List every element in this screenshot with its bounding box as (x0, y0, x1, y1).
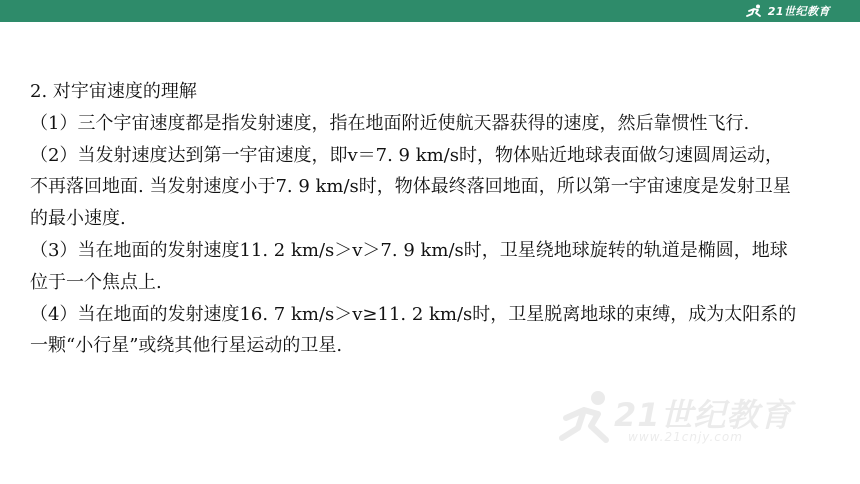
paragraph-2: （2）当发射速度达到第一宇宙速度，即v＝7. 9 km/s时，物体贴近地球表面做匀速圆周运动，不再落回地面. 当发射速度小于7. 9 km/s时，物体最终落回地面，所以第一宇宙速度是发射卫星的最小速度. (30, 144, 791, 230)
brand-logo-text: 21世纪教育 (767, 5, 830, 18)
paragraph-3: （3）当在地面的发射速度11. 2 km/s＞v＞7. 9 km/s时，卫星绕地球旋转的轨道是椭圆，地球位于一个焦点上. (30, 239, 788, 293)
runner-icon (746, 4, 764, 18)
watermark-url: www.21cnjy.com (628, 430, 743, 444)
watermark-runner-icon (558, 388, 618, 448)
watermark-text: 21世纪教育 (614, 396, 793, 434)
header-bar (0, 0, 860, 22)
paragraph-1: （1）三个宇宙速度都是指发射速度，指在地面附近使航天器获得的速度，然后靠惯性飞行. (30, 112, 750, 134)
brand-logo (746, 3, 830, 19)
main-content (30, 76, 800, 362)
paragraph-4: （4）当在地面的发射速度16. 7 km/s＞v≥11. 2 km/s时，卫星脱离地球的束缚，成为太阳系的一颗“小行星”或绕其他行星运动的卫星. (30, 303, 797, 357)
watermark (558, 388, 838, 448)
section-title: 2. 对宇宙速度的理解 (30, 81, 197, 102)
